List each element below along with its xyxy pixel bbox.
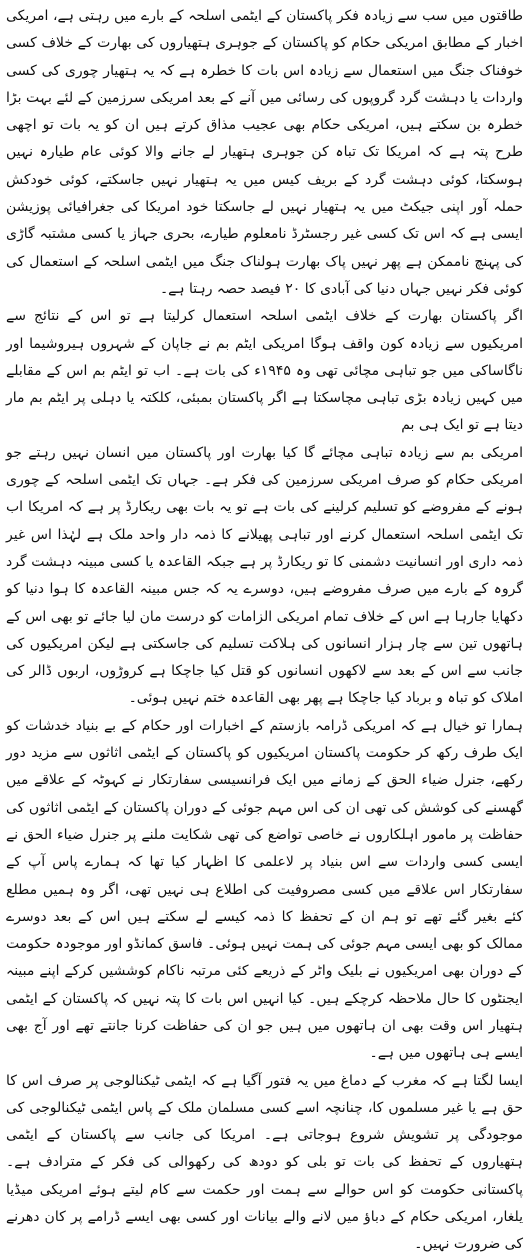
paragraph-1: طاقتوں میں سب سے زیادہ فکر پاکستان کے ایٹمی اسلحہ کے بارے میں رہتی ہے، امریکی اخبار کے مطابق امریکی حکام کو پاکستان کے جوہری ہتھیاروں کی بھارت کے خلاف کسی خوفناک جنگ میں استعمال سے زیادہ اس بات کا خطرہ ہے کہ یہ ہتھیار چوری کی کسی واردات یا دہشت گرد گروپوں کی رسائی میں آنے کے بعد امریکی سرزمین کے لئے بہت بڑا خطرہ بن سکتے ہیں، امریکی حکام بھی عجیب مذاق کرتے ہیں ان کو یہ بات تو اچھی طرح پتہ ہے کہ امریکا تک تباہ کن جوہری ہتھیار لے جانے والا کوئی عام طیارہ نہیں ہوسکتا، کوئی دہشت گرد کے بریف کیس میں یہ ہتھیار نہیں جاسکتے، کوئی خودکش حملہ آور اپنی جیکٹ میں یہ ہتھیار نہیں لے جاسکتا خود امریکا کی جغرافیائی پوزیشن ایسی ہے کہ اس تک کسی غیر رجسٹرڈ نامعلوم طیارے، بحری جہاز یا کسی مشتبہ گاڑی کی پہنچ ناممکن ہے پھر نہیں پاک بھارت ہولناک جنگ میں ایٹمی اسلحہ کے استعمال کی کوئی فکر نہیں جہاں دنیا کی آبادی کا ۲۰ فیصد حصہ رہتا ہے۔ xyxy=(6,8,523,297)
paragraph-5: ایسا لگتا ہے کہ مغرب کے دماغ میں یہ فتور آگیا ہے کہ ایٹمی ٹیکنالوجی پر صرف اس کا حق ہے یا غیر مسلموں کا، چنانچہ اسے کسی مسلمان ملک کے پاس ایٹمی ٹیکنالوجی کی موجودگی پر تشویش شروع ہوجاتی ہے۔ امریکا کی جانب سے پاکستان کے ایٹمی ہتھیاروں کے تحفظ کی بات تو بلی کو دودھ کی رکھوالی کی فکر کے مترادف ہے۔ پاکستانی حکومت کو اس حوالے سے ہمت اور حکمت سے کام لیتے ہوئے امریکی میڈیا یلغار، امریکی حکام کے دباؤ میں لانے والے بیانات اور کسی بھی ایسے ڈرامے پر کان دھرنے کی ضرورت نہیں۔ xyxy=(6,1072,523,1253)
paragraph-3: امریکی بم سے زیادہ تباہی مچائے گا کیا بھارت اور پاکستان میں انسان نہیں رہتے جو امریکی حکام کو صرف امریکی سرزمین کی فکر ہے۔ جہاں تک ایٹمی اسلحہ کے چوری ہونے کے مفروضے کو تسلیم کرلینے کی بات ہے تو یہ بات بھی ریکارڈ پر ہے کہ امریکا اب تک ایٹمی اسلحہ استعمال کرنے اور تباہی پھیلانے کا ذمہ دار واحد ملک ہے لہٰذا اس غیر ذمہ داری اور انسانیت دشمنی کا تو ریکارڈ پر ہے جبکہ القاعدہ یا کسی مبینہ دہشت گرد گروہ کے بارے میں صرف مفروضے ہیں، دوسرے یہ کہ جس مبینہ القاعدہ کا ہوا دنیا کو دکھایا جارہا ہے اس کے خلاف تمام امریکی الزامات کو درست مان لیا جائے تو بھی اس کے ہاتھوں تین سے چار ہزار انسانوں کی ہلاکت تسلیم کی جاسکتی ہے لیکن امریکیوں کی جانب سے اس کے بعد سے لاکھوں انسانوں کو قتل کیا جاچکا ہے کروڑوں، اربوں ڈالر کی املاک کو تباہ و برباد کیا جاچکا ہے پھر بھی القاعدہ ختم نہیں ہوئی۔ xyxy=(6,444,523,707)
paragraph-2: اگر پاکستان بھارت کے خلاف ایٹمی اسلحہ استعمال کرلیتا ہے تو اس کے نتائج سے امریکیوں سے زیادہ کون واقف ہوگا امریکی ایٹم بم نے جاپان کے شہروں ہیروشیما اور ناگاساکی میں جو تباہی مچائی تھی وہ ۱۹۴۵ء کی بات ہے۔ اب تو ایٹم بم اس کے مقابلے میں کہیں زیادہ بڑی تباہی مچاسکتا ہے اگر پاکستان بمبئی، کلکتہ یا دہلی پر ایٹم بم مار دیتا ہے تو ایک ہی بم xyxy=(6,308,523,434)
paragraph-4: ہمارا تو خیال ہے کہ امریکی ڈرامہ بازستم کے اخبارات اور حکام کے بے بنیاد خدشات کو ایک طرف رکھ کر حکومت پاکستان امریکیوں کو پاکستان کے ایٹمی اثاثوں سے مزید دور رکھے، جنرل ضیاء الحق کے زمانے میں ایک فرانسیسی سفارتکار نے کہوٹہ کے علاقے میں گھسنے کی کوشش کی تھی ان کی اس مہم جوئی کے دوران پاکستان کے ایٹمی اثاثوں کی حفاظت پر مامور اہلکاروں نے خاصی تواضع کی تھی شکایت ملنے پر جنرل ضیاء الحق نے ایسی کسی واردات سے اس بنیاد پر لاعلمی کا اظہار کیا تھا کہ ہمارے پاس آپ کے سفارتکار اس علاقے میں کسی مصروفیت کی اطلاع ہی نہیں تھی، اگر وہ ہمیں مطلع کئے بغیر گئے تھے تو ہم ان کے تحفظ کا ذمہ کیسے لے سکتے ہیں اس کے بعد دوسرے ممالک کو بھی ایسی مہم جوئی کی ہمت نہیں ہوئی۔ فاسق کمانڈو اور موجودہ حکومت کے دوران بھی امریکیوں نے بلیک واٹر کے ذریعے کئی مرتبہ ناکام کوششیں کرکے اپنے مبینہ ایجنٹوں کا حال ملاحظہ کرچکے ہیں۔ کیا انہیں اس بات کا پتہ نہیں کہ پاکستان کے ایٹمی ہتھیار اس وقت بھی ان ہاتھوں میں ہیں جو ان کی حفاظت کرنا جانتے تھے اور آج بھی ایسے ہی ہاتھوں میں ہے۔ xyxy=(6,717,523,1062)
